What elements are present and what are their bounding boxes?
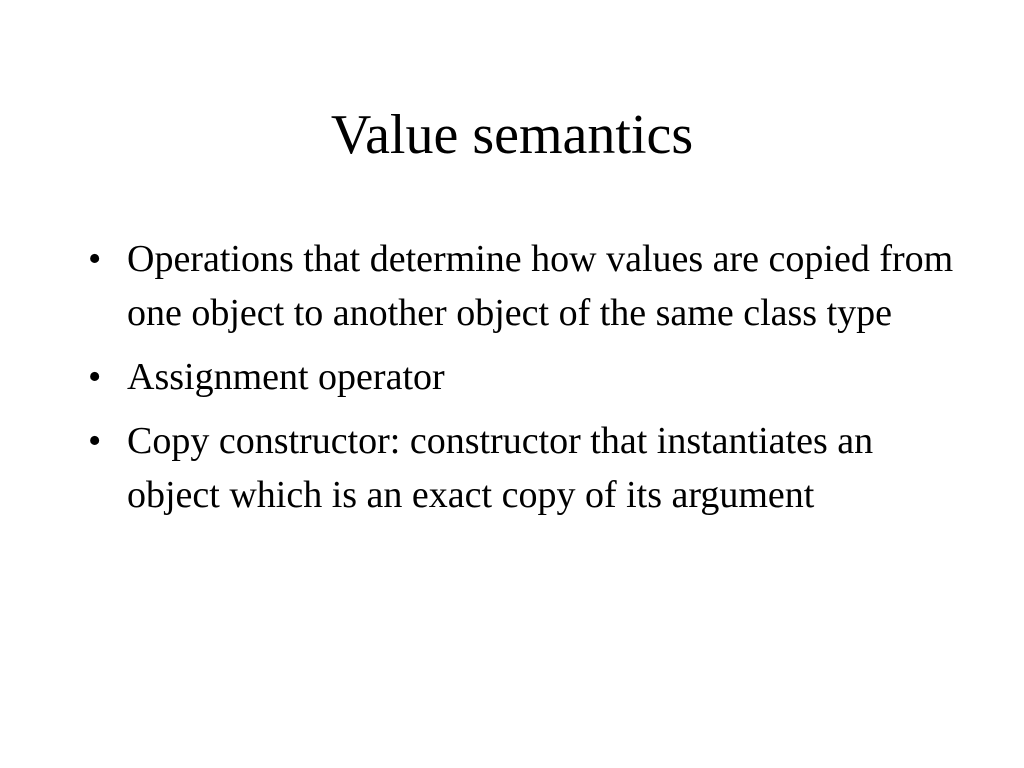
bullet-text: Copy constructor: constructor that instantiates an object which is an exact copy of its argument bbox=[127, 420, 874, 516]
bullet-list bbox=[84, 232, 954, 532]
bullet-item bbox=[84, 414, 954, 522]
slide-title: Value semantics bbox=[330, 104, 694, 166]
bullet-item bbox=[84, 232, 954, 340]
bullet-dot-icon: • bbox=[88, 238, 102, 280]
bullet-item bbox=[84, 350, 954, 404]
bullet-dot-icon: • bbox=[88, 356, 102, 398]
bullet-text: Assignment operator bbox=[127, 356, 445, 398]
bullet-text: Operations that determine how values are copied from one object to another object of the same class type bbox=[127, 238, 954, 334]
bullet-dot-icon: • bbox=[88, 420, 102, 462]
